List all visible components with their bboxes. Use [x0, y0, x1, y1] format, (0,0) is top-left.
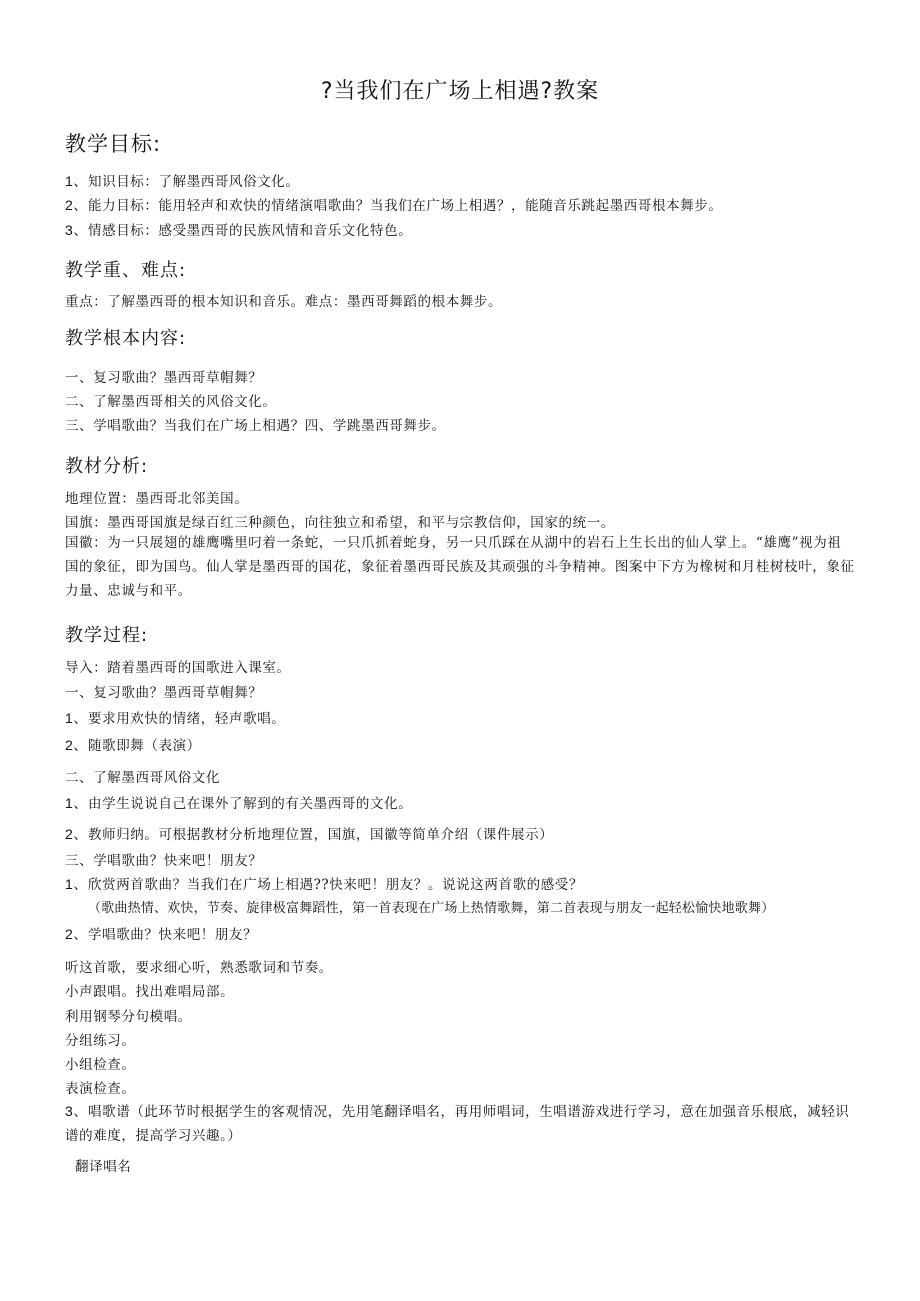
item-num: 2、: [65, 737, 88, 753]
analysis-flag: 国旗：墨西哥国旗是绿百红三种颜色，向往独立和希望，和平与宗教信仰，国家的统一。: [65, 515, 615, 531]
process-item: [65, 1099, 855, 1148]
analysis-emblem: 国徽：为一只展翅的雄鹰嘴里叼着一条蛇，一只爪抓着蛇身，另一只爪踩在从湖中的岩石上生长出的仙人掌上。“雄鹰”视为祖国的象征，即为国鸟。仙人掌是墨西哥的国花，象征着墨西哥民族及其顽强的斗争精神。图案中下方为橡树和月桂树枝叶，象征力量、忠诚与和平。: [65, 535, 855, 599]
process-heading: 教学过程:: [65, 625, 149, 646]
item-text: 要求用欢快的情绪，轻声歌唱。: [88, 711, 286, 727]
goal-item: [65, 219, 412, 240]
goals-heading: 教学目标:: [65, 132, 162, 156]
process-item: [65, 792, 412, 813]
analysis-heading: 教材分析:: [65, 456, 149, 477]
goal-text: 能力目标：能用轻声和欢快的情绪演唱歌曲？当我们在广场上相遇？，能随音乐跳起墨西哥根本舞步。: [88, 198, 723, 214]
content-item: 二、了解墨西哥相关的风俗文化。: [65, 394, 277, 410]
process-note: （歌曲热情、欢快，节奏、旋律极富舞蹈性，第一首表现在广场上热情歌舞，第二首表现与朋友一起轻松愉快地歌舞）: [88, 901, 775, 916]
item-num: 1、: [65, 876, 88, 892]
goal-num: 3、: [65, 222, 88, 238]
section-title: 二、了解墨西哥风俗文化: [65, 770, 221, 786]
item-num: 1、: [65, 795, 88, 811]
goal-item: [65, 194, 723, 215]
practice-step: 利用钢琴分句模唱。: [65, 1009, 192, 1025]
document-title: ?当我们在广场上相遇?教案: [320, 79, 600, 104]
item-text: 欣赏两首歌曲？当我们在广场上相遇??快来吧！朋友？。说说这两首歌的感受？: [88, 877, 584, 893]
analysis-geo: 地理位置：墨西哥北邻美国。: [65, 491, 249, 507]
item-num: 2、: [65, 926, 88, 942]
practice-step: 小声跟唱。找出难唱局部。: [65, 984, 235, 1000]
content-item: 三、学唱歌曲？当我们在广场上相遇？四、学跳墨西哥舞步。: [65, 418, 446, 434]
practice-step: 小组检查。: [65, 1057, 136, 1073]
keypoints-heading: 教学重、难点:: [65, 260, 187, 281]
item-text: 教师归纳。可根据教材分析地理位置，国旗，国徽等简单介绍（课件展示）: [88, 827, 554, 843]
item-num: 1、: [65, 710, 88, 726]
item-text: 学唱歌曲？快来吧！朋友？: [88, 927, 258, 943]
content-item: 一、复习歌曲？墨西哥草帽舞？: [65, 370, 263, 386]
item-text: 由学生说说自己在课外了解到的有关墨西哥的文化。: [88, 796, 413, 812]
keypoints-text: 重点：了解墨西哥的根本知识和音乐。难点：墨西哥舞蹈的根本舞步。: [65, 294, 503, 310]
goal-num: 1、: [65, 173, 88, 189]
section-title: 三、学唱歌曲？快来吧！朋友？: [65, 853, 263, 869]
process-subitem: 翻译唱名: [75, 1159, 132, 1175]
section-title: 一、复习歌曲？墨西哥草帽舞？: [65, 685, 263, 701]
process-intro: 导入：踏着墨西哥的国歌进入课室。: [65, 660, 291, 676]
process-item: [65, 873, 583, 894]
item-num: 2、: [65, 826, 88, 842]
practice-step: 分组练习。: [65, 1033, 136, 1049]
item-text: 随歌即舞（表演）: [88, 738, 201, 754]
process-item: [65, 734, 201, 755]
item-text: 唱歌谱（此环节时根据学生的客观情况，先用笔翻译唱名，再用师唱词，生唱谱游戏进行学习，意在加强音乐根底，减轻识谱的难度，提高学习兴趣。）: [65, 1104, 850, 1144]
process-item: [65, 923, 257, 944]
process-item: [65, 707, 285, 728]
practice-step: 听这首歌，要求细心听，熟悉歌词和节奏。: [65, 960, 333, 976]
goal-item: [65, 170, 300, 191]
content-heading: 教学根本内容:: [65, 328, 187, 349]
item-num: 3、: [65, 1103, 88, 1119]
goal-text: 知识目标：了解墨西哥风俗文化。: [88, 174, 300, 190]
goal-text: 情感目标：感受墨西哥的民族风情和音乐文化特色。: [88, 223, 413, 239]
process-item: [65, 823, 553, 844]
practice-step: 表演检查。: [65, 1081, 136, 1097]
goal-num: 2、: [65, 197, 88, 213]
